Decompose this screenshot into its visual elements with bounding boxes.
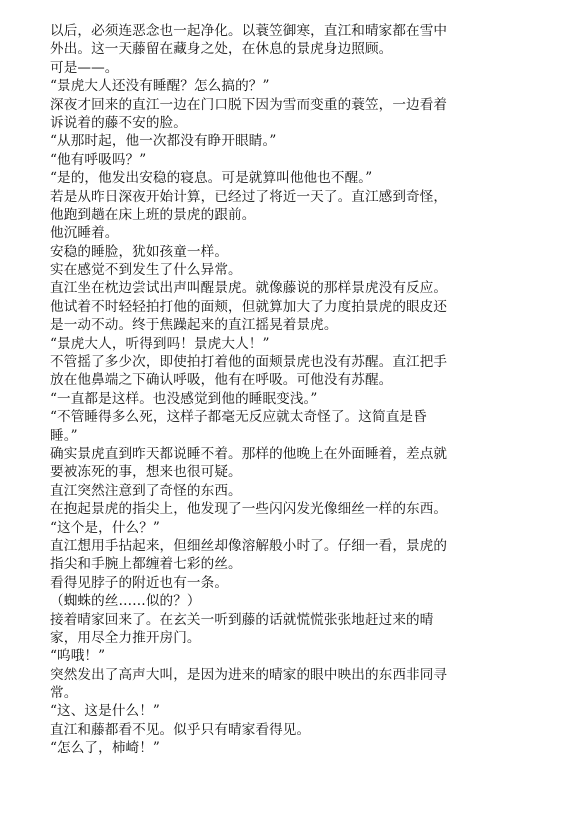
text-line: 接着晴家回来了。在玄关一听到藤的话就慌慌张张地赶过来的晴 — [50, 611, 434, 628]
text-line: 他沉睡着。 — [50, 225, 119, 242]
text-line: “从那时起，他一次都没有睁开眼睛。” — [50, 133, 277, 150]
text-line: 直江突然注意到了奇怪的东西。 — [50, 482, 242, 499]
text-line: “景虎大人还没有睡醒？怎么搞的？” — [50, 78, 270, 95]
text-line: 以后，必须连恶念也一起净化。以蓑笠御寒，直江和晴家都在雪中 — [50, 23, 448, 39]
text-line: “不管睡得多么死，这样子都毫无反应就太奇怪了。这简直是昏 — [50, 409, 427, 426]
text-line: 不管摇了多少次，即使拍打着他的面颊景虎也没有苏醒。直江把手 — [50, 354, 448, 371]
text-line: 家，用尽全力推开房门。 — [50, 629, 201, 646]
text-line: “是的，他发出安稳的寝息。可是就算叫他他也不醒。” — [50, 170, 373, 187]
document-page — [50, 22, 550, 758]
text-line: “怎么了，柿崎！” — [50, 740, 160, 757]
text-line: 是一动不动。终于焦躁起来的直江摇晃着景虎。 — [50, 317, 338, 334]
text-line: 直江想用手拈起来，但细丝却像溶解般小时了。仔细一看，景虎的 — [50, 537, 448, 554]
text-line: “这、这是什么！” — [50, 703, 160, 720]
text-line: 直江坐在枕边尝试出声叫醒景虎。就像藤说的那样景虎没有反应。 — [50, 280, 448, 297]
text-line: 突然发出了高声大叫，是因为进来的晴家的眼中映出的东西非同寻 — [50, 666, 448, 683]
text-line: 指尖和手腕上都缠着七彩的丝。 — [50, 556, 242, 573]
text-line: 要被冻死的事，想来也很可疑。 — [50, 464, 242, 481]
text-line: “一直都是这样。也没感觉到他的睡眠变浅。” — [50, 390, 318, 407]
text-line: “景虎大人，听得到吗！景虎大人！” — [50, 335, 270, 352]
text-line: 安稳的睡脸，犹如孩童一样。 — [50, 243, 229, 260]
text-line: 实在感觉不到发生了什么异常。 — [50, 262, 242, 279]
text-line: “呜哦！” — [50, 648, 106, 665]
text-line: “这个是，什么？” — [50, 519, 160, 536]
text-line: “他有呼吸吗？” — [50, 151, 147, 168]
text-line: 若是从昨日深夜开始计算，已经过了将近一天了。直江感到奇怪， — [50, 188, 448, 205]
text-line: 可是——。 — [50, 59, 119, 76]
text-line: 诉说着的藤不安的脸。 — [50, 114, 187, 131]
text-line: 常。 — [50, 685, 78, 702]
text-line: 外出。这一天藤留在藏身之处，在休息的景虎身边照顾。 — [50, 41, 393, 58]
text-line: 直江和藤都看不见。似乎只有晴家看得见。 — [50, 721, 311, 738]
text-line: （蜘蛛的丝……似的？） — [50, 593, 201, 610]
text-line: 他试着不时轻轻拍打他的面颊，但就算加大了力度拍景虎的眼皮还 — [50, 298, 448, 315]
text-line: 深夜才回来的直江一边在门口脱下因为雪而变重的蓑笠，一边看着 — [50, 96, 448, 113]
text-line: 确实景虎直到昨天都说睡不着。那样的他晚上在外面睡着，差点就 — [50, 445, 448, 462]
text-line: 放在他鼻端之下确认呼吸，他有在呼吸。可他没有苏醒。 — [50, 372, 393, 389]
text-line: 睡。” — [50, 427, 78, 444]
text-line: 他跑到趟在床上班的景虎的跟前。 — [50, 206, 256, 223]
text-line: 看得见脖子的附近也有一条。 — [50, 574, 229, 591]
text-line: 在抱起景虎的指尖上，他发现了一些闪闪发光像细丝一样的东西。 — [50, 501, 448, 518]
